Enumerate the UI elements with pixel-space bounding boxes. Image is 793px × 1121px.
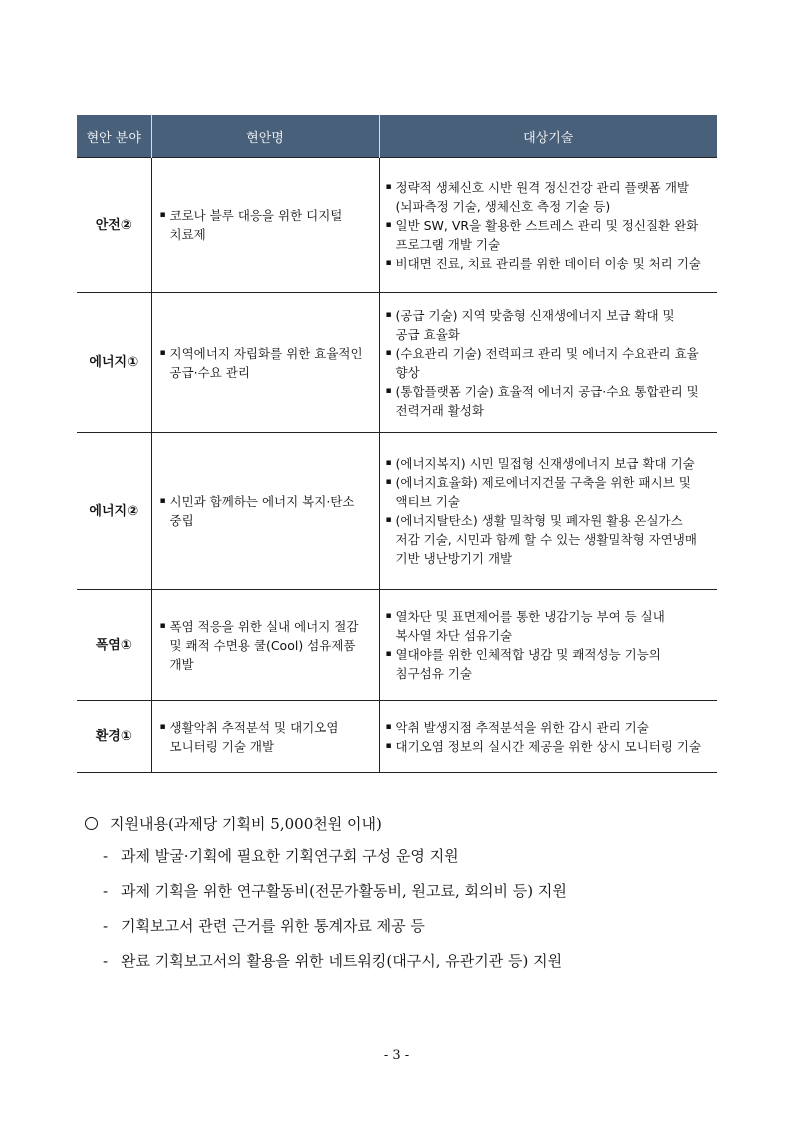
- circle-bullet-icon: [85, 817, 98, 830]
- table-row: [77, 158, 717, 293]
- issue-text: 지역에너지 자립화를 위한 효율적인 공급·수요 관리: [169, 345, 363, 380]
- tech-item: ▪ 악취 발생지점 추적분석을 위한 감시 관리 기술: [385, 719, 649, 735]
- tech-cell: [379, 158, 717, 293]
- issue-text: 폭염 적응을 위한 실내 에너지 절감 및 쾌적 수면용 쿨(Cool) 섬유제품 개발: [169, 618, 359, 672]
- issue-cell: ▪ 생활악취 추적분석 및 대기오염 모니터링 기술 개발: [151, 701, 379, 773]
- header-tech: 대상기술: [379, 115, 717, 158]
- field-cell: 에너지①: [77, 293, 151, 433]
- tech-item: ▪ 비대면 진료, 치료 관리를 위한 데이터 이송 및 처리 기술: [385, 255, 701, 271]
- table-row: [77, 293, 717, 433]
- issue-text: 생활악취 추적분석 및 대기오염 모니터링 기술 개발: [169, 719, 339, 754]
- tech-item: ▪ (에너지탈탄소) 생활 밀착형 및 폐자원 활용 온실가스 저감 기술, 시민과 함께 할 수 있는 생활밀착형 자연냉매 기반 냉난방기기 개발: [385, 513, 697, 566]
- tech-cell: [379, 293, 717, 433]
- table-row: [77, 433, 717, 590]
- tech-item: ▪ 정략적 생체신호 시반 원격 정신건강 관리 플랫폼 개발 (뇌파측정 기술, 생체신호 측정 기술 등): [385, 179, 689, 214]
- tech-item: ▪ 일반 SW, VR을 활용한 스트레스 관리 및 정신질환 완화 프로그램 개발 기술: [385, 217, 699, 252]
- support-heading-text: 지원내용(과제당 기획비 5,000천원 이내): [110, 814, 382, 833]
- header-issue: 현안명: [151, 115, 379, 158]
- support-section: [85, 808, 725, 978]
- table-row: [77, 701, 717, 773]
- tech-item: ▪ 열대야를 위한 인체적합 냉감 및 쾌적성능 기능의 침구섬유 기술: [385, 647, 661, 681]
- tech-table: [77, 115, 717, 773]
- tech-item: ▪ (에너지복지) 시민 밀접형 신재생에너지 보급 확대 기술: [385, 456, 695, 471]
- issue-cell: ▪ 지역에너지 자립화를 위한 효율적인 공급·수요 관리: [151, 293, 379, 433]
- issue-cell: ▪ 시민과 함께하는 에너지 복지·탄소 중립: [151, 433, 379, 590]
- issue-text: 시민과 함께하는 에너지 복지·탄소 중립: [169, 494, 355, 528]
- tech-item: ▪ (수요관리 기술) 전력피크 관리 및 에너지 수요관리 효율 향상: [385, 345, 699, 380]
- support-heading: [85, 808, 725, 838]
- support-item: - 과제 발굴·기획에 필요한 기획연구회 구성 운영 지원: [103, 846, 459, 865]
- tech-cell: [379, 590, 717, 701]
- support-item: - 완료 기획보고서의 활용을 위한 네트워킹(대구시, 유관기관 등) 지원: [103, 951, 563, 970]
- support-item: - 과제 기획을 위한 연구활동비(전문가활동비, 원고료, 회의비 등) 지원: [103, 881, 567, 900]
- tech-item: ▪ (통합플랫폼 기술) 효율적 에너지 공급·수요 통합관리 및 전력거래 활성화: [385, 383, 699, 418]
- field-cell: 환경①: [77, 701, 151, 773]
- header-field: 현안 분야: [77, 115, 151, 158]
- tech-cell: [379, 701, 717, 773]
- tech-item: ▪ 대기오염 정보의 실시간 제공을 위한 상시 모니터링 기술: [385, 738, 702, 754]
- table-header-row: [77, 115, 717, 158]
- tech-item: ▪ 열차단 및 표면제어를 통한 냉감기능 부여 등 실내 복사열 차단 섬유기술: [385, 609, 665, 643]
- field-cell: 에너지②: [77, 433, 151, 590]
- field-cell: 안전②: [77, 158, 151, 293]
- field-cell: 폭염①: [77, 590, 151, 701]
- tech-cell: [379, 433, 717, 590]
- table-row: [77, 590, 717, 701]
- tech-item: ▪ (에너지효율화) 제로에너지건물 구축을 위한 패시브 및 액티브 기술: [385, 475, 691, 509]
- issue-cell: ▪ 폭염 적응을 위한 실내 에너지 절감 및 쾌적 수면용 쿨(Cool) 섬유제품 개발: [151, 590, 379, 701]
- support-item: - 기획보고서 관련 근거를 위한 통계자료 제공 등: [103, 916, 425, 935]
- issue-text: 코로나 블루 대응을 위한 디지털 치료제: [169, 208, 343, 242]
- issue-cell: ▪ 코로나 블루 대응을 위한 디지털 치료제: [151, 158, 379, 293]
- tech-item: ▪ (공급 기술) 지역 맞춤형 신재생에너지 보급 확대 및 공급 효율화: [385, 307, 675, 342]
- page-number: - 3 -: [383, 1048, 410, 1063]
